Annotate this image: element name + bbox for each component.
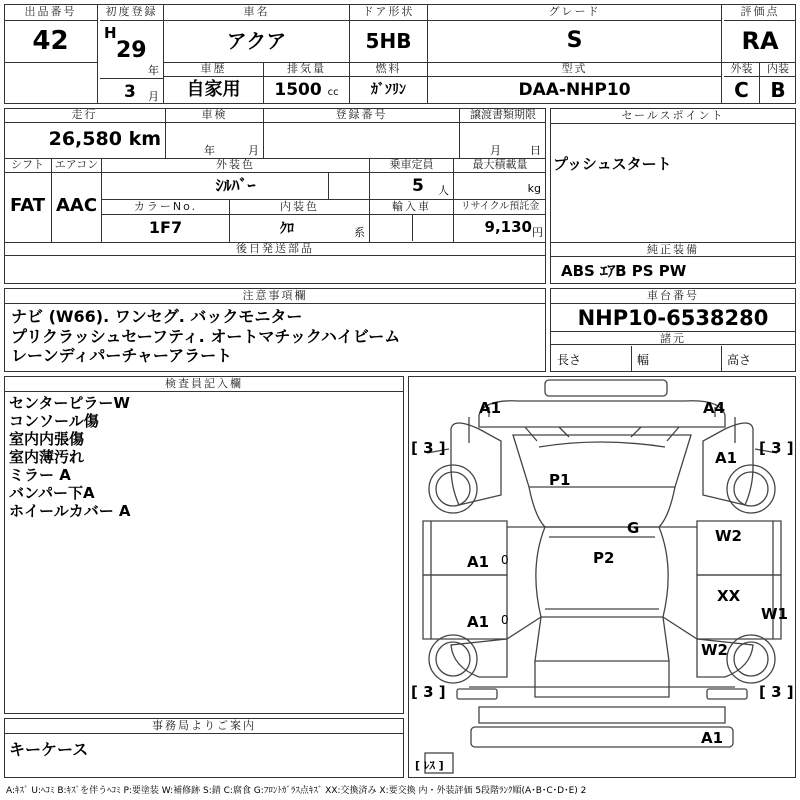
door-label: ドア形状	[350, 4, 427, 21]
aircon-cell	[52, 158, 102, 242]
chassis-panel	[550, 288, 796, 372]
interior-color-value: ｸﾛ	[280, 221, 294, 237]
history-value: 自家用	[186, 79, 241, 100]
recycle-unit: 円	[532, 226, 543, 239]
inspector-line: 室内薄汚れ	[9, 448, 85, 466]
notes-panel	[4, 288, 546, 372]
first-reg-month: 3	[124, 82, 136, 102]
height-label: 高さ	[727, 353, 752, 367]
import-label: 輸入車	[370, 200, 453, 215]
mark-rear-fender-right: W2	[701, 641, 728, 659]
later-parts-label: 後日発送部品	[4, 242, 546, 256]
car-outline	[409, 377, 795, 777]
capacity-label: 乗車定員	[370, 158, 453, 173]
color-no-label: カラーNo.	[102, 200, 229, 215]
office-value: キーケース	[9, 740, 89, 759]
mark-tire-fr: [ 3 ]	[759, 439, 794, 457]
import-cell	[370, 200, 454, 242]
mark-front-right: A4	[703, 399, 726, 417]
capacity-cell	[370, 158, 454, 200]
exterior-color-cell	[102, 158, 370, 200]
chassis-label: 車台番号	[551, 289, 795, 304]
model-name-label: 車名	[164, 4, 349, 21]
capacity-unit: 人	[438, 184, 449, 197]
mark-pillar-right: W1	[761, 605, 788, 623]
fuel-label: 燃料	[350, 62, 427, 77]
interior-grade-label: 内装	[760, 62, 796, 77]
mark-roof: P2	[593, 549, 615, 567]
mileage-cell	[4, 108, 166, 158]
score-value: RA	[741, 27, 779, 55]
fuel-value: ｶﾞｿﾘﾝ	[371, 82, 406, 98]
shift-cell	[4, 158, 52, 242]
exterior-grade-label: 外装	[724, 62, 759, 77]
interior-grade-cell	[760, 62, 796, 104]
color-no-value: 1F7	[148, 218, 183, 237]
sales-point-value: プッシュスタート	[553, 155, 672, 173]
transfer-doc-month-unit: 月	[490, 144, 501, 157]
inspector-line: ミラー A	[9, 466, 71, 484]
aircon-label: エアコン	[52, 158, 101, 173]
notes-line: レーンディパーチャーアラート	[11, 346, 233, 365]
recycle-label: リサイクル預託金	[454, 200, 546, 215]
chassis-value: NHP10-6538280	[577, 306, 769, 330]
model-code-label: 型式	[428, 62, 721, 77]
first-reg-cell	[100, 4, 164, 104]
mark-tire-fl: [ 3 ]	[411, 439, 446, 457]
inspector-line: コンソール傷	[9, 412, 99, 430]
first-reg-era: H	[104, 24, 117, 42]
displacement-label: 排気量	[264, 62, 349, 77]
reg-no-label: 登録番号	[264, 108, 459, 123]
model-code-value: DAA-NHP10	[518, 80, 631, 100]
inspector-line: センターピラーW	[9, 394, 130, 412]
first-reg-year: 29	[116, 38, 147, 63]
length-label: 長さ	[557, 353, 582, 367]
sales-point-label: セールスポイント	[551, 109, 795, 124]
mark-glass: G	[627, 519, 640, 537]
mark-zero: 0	[501, 553, 509, 567]
model-code-cell	[428, 62, 722, 104]
car-diagram	[408, 376, 796, 778]
mileage-value: 26,580	[48, 128, 122, 150]
interior-color-cell	[230, 200, 370, 242]
notes-label: 注意事項欄	[5, 289, 545, 304]
max-load-label: 最大積載量	[454, 158, 546, 173]
reg-no-cell	[264, 108, 460, 158]
mark-front-left: A1	[479, 399, 502, 417]
grade-cell	[428, 4, 722, 62]
recycle-cell	[454, 200, 546, 242]
interior-grade-value: B	[770, 78, 786, 102]
inspection-year-unit: 年	[204, 144, 215, 157]
grade-label: グレード	[428, 4, 721, 21]
inspector-label: 検査員記入欄	[5, 377, 403, 392]
interior-color-unit: 系	[354, 226, 365, 239]
notes-line: ナビ (W66). ワンセグ. バックモニター	[11, 307, 303, 326]
specs-label: 諸元	[551, 331, 795, 345]
model-name-cell	[164, 4, 350, 62]
model-name-value: アクア	[226, 29, 287, 53]
door-cell	[350, 4, 428, 62]
history-cell	[164, 62, 264, 104]
mileage-label: 走行	[4, 108, 165, 123]
inspection-cell	[166, 108, 264, 158]
color-no-cell	[102, 200, 230, 242]
inspection-month-unit: 月	[248, 144, 259, 157]
first-reg-year-unit: 年	[148, 64, 159, 77]
displacement-value: 1500	[274, 80, 322, 100]
mark-tire-rr: [ 3 ]	[759, 683, 794, 701]
inspector-line: バンパー下A	[9, 484, 95, 502]
mark-spare: [ ﾚｽ ]	[415, 759, 444, 772]
mark-zero: 0	[501, 613, 509, 627]
inspector-line: 室内内張傷	[9, 430, 85, 448]
inspector-panel	[4, 376, 404, 714]
office-panel	[4, 718, 404, 778]
score-label: 評価点	[724, 4, 796, 21]
max-load-unit: kg	[527, 182, 541, 195]
lot-value: 42	[32, 26, 69, 56]
equipment-value: ABS ｴｱB PS PW	[561, 262, 687, 280]
exterior-grade-cell	[724, 62, 760, 104]
mileage-unit: km	[128, 128, 161, 150]
legend: A:ｷｽﾞ U:ﾍｺﾐ B:ｷｽﾞを伴うﾍｺﾐ P:要塗装 W:補修跡 S:錆 C:腐食 G:ﾌﾛﾝﾄｶﾞﾗｽ点ｷｽﾞ XX:交換済み X:要交換 内・外装評価 5段階ﾗﾝｸ順(A･B･C･D･E) 2	[6, 786, 587, 796]
sales-point-panel	[550, 108, 796, 284]
mark-rear-bumper: A1	[701, 729, 724, 747]
exterior-color-value: ｼﾙﾊﾞｰ	[215, 176, 256, 195]
transfer-doc-cell	[460, 108, 546, 158]
mark-rear-door-right: XX	[717, 587, 741, 605]
fuel-cell	[350, 62, 428, 104]
interior-color-label: 内装色	[230, 200, 369, 215]
equipment-label: 純正装備	[647, 243, 699, 256]
mark-hood: P1	[549, 471, 571, 489]
lot-label: 出品番号	[4, 4, 97, 21]
lot-cell	[4, 4, 98, 104]
shift-label: シフト	[4, 158, 51, 173]
mark-front-door-right: W2	[715, 527, 742, 545]
mark-fender-right: A1	[715, 449, 738, 467]
transfer-doc-day-unit: 日	[530, 144, 541, 157]
max-load-cell	[454, 158, 546, 200]
history-label: 車歴	[164, 62, 263, 77]
aircon-value: AAC	[55, 195, 98, 216]
first-reg-month-unit: 月	[148, 90, 159, 103]
mark-front-door-left: A1	[467, 553, 490, 571]
capacity-value: 5	[412, 176, 424, 196]
width-label: 幅	[637, 353, 650, 367]
grade-value: S	[566, 28, 583, 53]
transfer-doc-label: 譲渡書類期限	[460, 108, 546, 123]
office-label: 事務局よりご案内	[5, 719, 403, 734]
inspector-line: ホイールカバー A	[9, 502, 131, 520]
notes-line: プリクラッシュセーフティ. オートマチックハイビーム	[11, 327, 401, 346]
door-value: 5HB	[365, 29, 412, 53]
displacement-unit: cc	[327, 87, 339, 98]
inspection-label: 車検	[166, 108, 263, 123]
exterior-grade-value: C	[734, 78, 749, 102]
mark-rear-door-left: A1	[467, 613, 490, 631]
exterior-color-label: 外装色	[102, 158, 369, 173]
shift-value: FAT	[9, 195, 46, 216]
score-cell	[724, 4, 796, 62]
mark-tire-rl: [ 3 ]	[411, 683, 446, 701]
displacement-cell	[264, 62, 350, 104]
recycle-value: 9,130	[484, 218, 532, 236]
first-reg-label: 初度登録	[100, 4, 163, 21]
